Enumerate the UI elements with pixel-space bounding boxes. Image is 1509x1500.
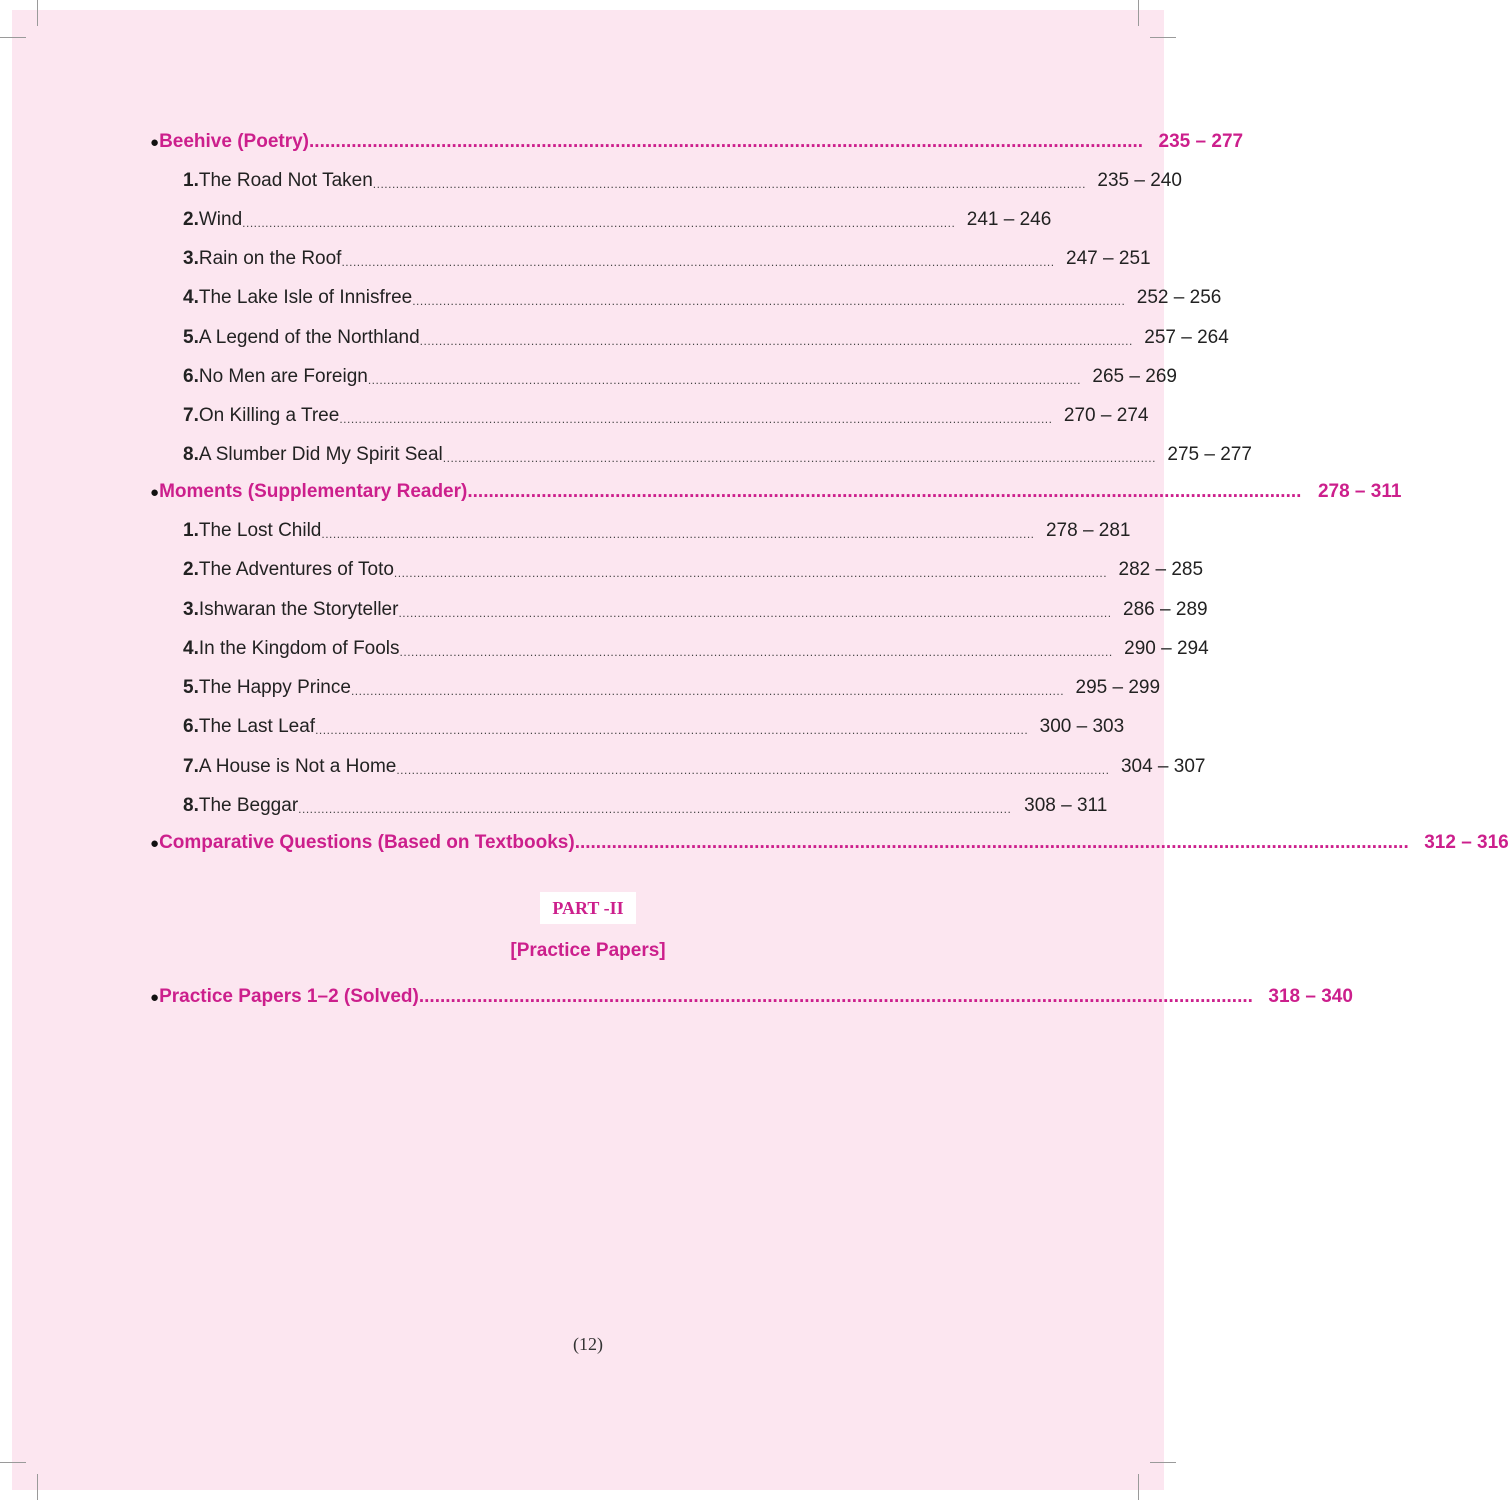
item-number: 5. <box>183 677 199 698</box>
part-label: PART -II <box>540 892 636 924</box>
dot-leader: .......................................................................................................................................................................................... <box>350 684 1065 698</box>
item-title: The Road Not Taken <box>198 170 373 191</box>
item-title: The Happy Prince <box>198 677 351 698</box>
item-title: The Beggar <box>198 795 299 816</box>
item-pages: 286 – 289 <box>1123 599 1208 620</box>
toc-item[interactable] <box>183 440 1252 470</box>
item-number: 7. <box>183 756 199 777</box>
item-title: On Killing a Tree <box>198 405 340 426</box>
item-number: 2. <box>183 209 199 230</box>
item-number: 1. <box>183 170 199 191</box>
toc-item[interactable] <box>183 166 1182 196</box>
practice-heading: [Practice Papers] <box>510 940 666 961</box>
item-title: The Lake Isle of Innisfree <box>198 287 413 308</box>
item-pages: 290 – 294 <box>1124 638 1209 659</box>
toc-item[interactable] <box>183 673 1161 703</box>
item-pages: 278 – 281 <box>1045 520 1131 541</box>
item-number: 3. <box>183 248 199 269</box>
section-title: Practice Papers 1–2 (Solved) <box>159 986 419 1007</box>
toc-item[interactable] <box>183 401 1149 431</box>
toc-section[interactable] <box>150 127 1244 157</box>
item-number: 2. <box>183 559 199 580</box>
item-title: Rain on the Roof <box>198 248 342 269</box>
item-title: The Last Leaf <box>198 716 316 737</box>
crop-mark <box>37 1474 38 1500</box>
toc-item[interactable] <box>183 244 1151 274</box>
item-title: Ishwaran the Storyteller <box>198 599 399 620</box>
section-title: Beehive (Poetry) <box>159 131 310 152</box>
dot-leader: .......................................................................................................................................................................................... <box>393 566 1108 580</box>
dot-leader: .......................................................................................................................................................................................... <box>339 412 1053 426</box>
dot-leader: .......................................................................................................................................................................................... <box>321 527 1035 541</box>
toc-item[interactable] <box>183 205 1052 235</box>
item-number: 8. <box>183 444 199 465</box>
item-number: 4. <box>183 638 199 659</box>
section-pages: 235 – 277 <box>1158 131 1244 152</box>
dot-leader: .......................................................................................................................................................................................... <box>396 763 1110 777</box>
dot-leader: .......................................................................................................................................................................................... <box>341 255 1055 269</box>
item-number: 1. <box>183 520 199 541</box>
toc-item[interactable] <box>183 712 1125 742</box>
toc-item[interactable] <box>183 791 1108 821</box>
toc-item[interactable] <box>183 555 1204 585</box>
item-title: A Slumber Did My Spirit Seal <box>198 444 443 465</box>
toc-item[interactable] <box>183 634 1209 664</box>
toc-item[interactable] <box>183 752 1206 782</box>
dot-leader: .......................................................................................................................................................................................... <box>242 216 956 230</box>
dot-leader: .......................................................................................................................................................................................... <box>412 294 1126 308</box>
item-pages: 295 – 299 <box>1075 677 1161 698</box>
item-number: 3. <box>183 599 199 620</box>
toc-item[interactable] <box>183 362 1177 392</box>
crop-mark <box>0 37 26 38</box>
crop-mark <box>1138 0 1139 26</box>
crop-mark <box>37 0 38 26</box>
item-pages: 241 – 246 <box>966 209 1052 230</box>
crop-mark <box>1150 37 1176 38</box>
dot-leader: .......................................................................................................................................................................................... <box>372 177 1086 191</box>
item-number: 6. <box>183 366 199 387</box>
section-pages: 318 – 340 <box>1268 986 1353 1007</box>
dot-leader: .............................................................................................................................................................. <box>574 832 1409 853</box>
bullet-icon: ● <box>150 988 160 1006</box>
crop-mark <box>1150 1462 1176 1463</box>
item-pages: 257 – 264 <box>1144 327 1229 348</box>
item-pages: 265 – 269 <box>1092 366 1177 387</box>
toc-item[interactable] <box>183 323 1229 353</box>
dot-leader: .......................................................................................................................................................................................... <box>442 451 1156 465</box>
dot-leader: .......................................................................................................................................................................................... <box>298 802 1012 816</box>
dot-leader: .......................................................................................................................................................................................... <box>399 645 1113 659</box>
item-number: 5. <box>183 327 199 348</box>
item-title: The Lost Child <box>198 520 322 541</box>
bullet-icon: ● <box>150 834 160 852</box>
bullet-icon: ● <box>150 133 160 151</box>
item-pages: 275 – 277 <box>1167 444 1252 465</box>
dot-leader: .............................................................................................................................................................. <box>309 131 1144 152</box>
item-title: In the Kingdom of Fools <box>198 638 400 659</box>
page-number: (12) <box>573 1334 603 1354</box>
item-pages: 304 – 307 <box>1120 756 1206 777</box>
item-pages: 282 – 285 <box>1118 559 1204 580</box>
bullet-icon: ● <box>150 483 160 501</box>
toc-section[interactable] <box>150 828 1509 858</box>
toc-section[interactable] <box>150 477 1402 507</box>
section-pages: 312 – 316 <box>1424 832 1509 853</box>
dot-leader: .............................................................................................................................................................. <box>418 986 1253 1007</box>
section-title: Moments (Supplementary Reader) <box>159 481 468 502</box>
toc-item[interactable] <box>183 283 1222 313</box>
item-number: 7. <box>183 405 199 426</box>
dot-leader: .......................................................................................................................................................................................... <box>419 334 1133 348</box>
item-pages: 308 – 311 <box>1024 795 1108 816</box>
item-title: The Adventures of Toto <box>198 559 394 580</box>
item-pages: 270 – 274 <box>1063 405 1149 426</box>
crop-mark <box>1138 1474 1139 1500</box>
toc-item[interactable] <box>183 516 1131 546</box>
item-number: 6. <box>183 716 199 737</box>
toc-section-practice[interactable] <box>150 982 1353 1012</box>
item-number: 8. <box>183 795 199 816</box>
section-pages: 278 – 311 <box>1317 481 1402 502</box>
item-number: 4. <box>183 287 199 308</box>
toc-item[interactable] <box>183 595 1208 625</box>
dot-leader: .......................................................................................................................................................................................... <box>398 606 1112 620</box>
dot-leader: .......................................................................................................................................................................................... <box>315 723 1029 737</box>
item-pages: 300 – 303 <box>1039 716 1125 737</box>
crop-mark <box>0 1462 26 1463</box>
item-title: A House is Not a Home <box>198 756 397 777</box>
item-pages: 252 – 256 <box>1136 287 1222 308</box>
dot-leader: .............................................................................................................................................................. <box>467 481 1302 502</box>
item-title: Wind <box>198 209 243 230</box>
item-pages: 235 – 240 <box>1097 170 1182 191</box>
section-title: Comparative Questions (Based on Textbooks) <box>159 832 575 853</box>
dot-leader: .......................................................................................................................................................................................... <box>367 373 1081 387</box>
item-pages: 247 – 251 <box>1066 248 1151 269</box>
item-title: No Men are Foreign <box>198 366 368 387</box>
item-title: A Legend of the Northland <box>198 327 420 348</box>
